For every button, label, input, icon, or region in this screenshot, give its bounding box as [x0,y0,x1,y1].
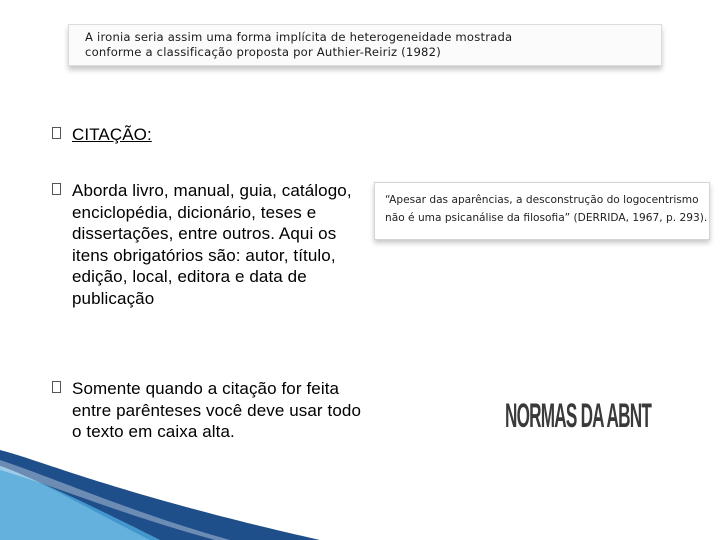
bullet-aborda-text: Aborda livro, manual, guia, catálogo, enciclopédia, dicionário, teses e dissertações, entre outros. Aqui os itens obrigatórios são: autor, título, edição, local, editora e data de publicação [72,181,352,308]
derrida-quote-line-1: “Apesar das aparências, a desconstrução do logocentrismo [385,194,699,206]
normas-abnt-logo: NORMAS DA ABNT [505,396,652,435]
top-quote-image [68,24,662,66]
citacao-heading: CITAÇÃO: [72,125,152,144]
top-quote-line-1: A ironia seria assim uma forma implícita de heterogeneidade mostrada [85,30,513,44]
bullet-caixa-alta-text: Somente quando a citação for feita entre parênteses você deve usar todo o texto em caixa alta. [72,379,362,441]
bullet-marker-icon [52,183,61,195]
derrida-quote-image [374,182,710,240]
decorative-swoosh [0,450,320,540]
bullet-marker-icon [52,381,61,393]
derrida-quote-line-2: não é uma psicanálise da filosofia” (DERRIDA, 1967, p. 293). [385,212,708,224]
top-quote-line-2: conforme a classificação proposta por Authier-Reiriz (1982) [85,45,441,59]
bullet-marker-icon [52,127,61,139]
